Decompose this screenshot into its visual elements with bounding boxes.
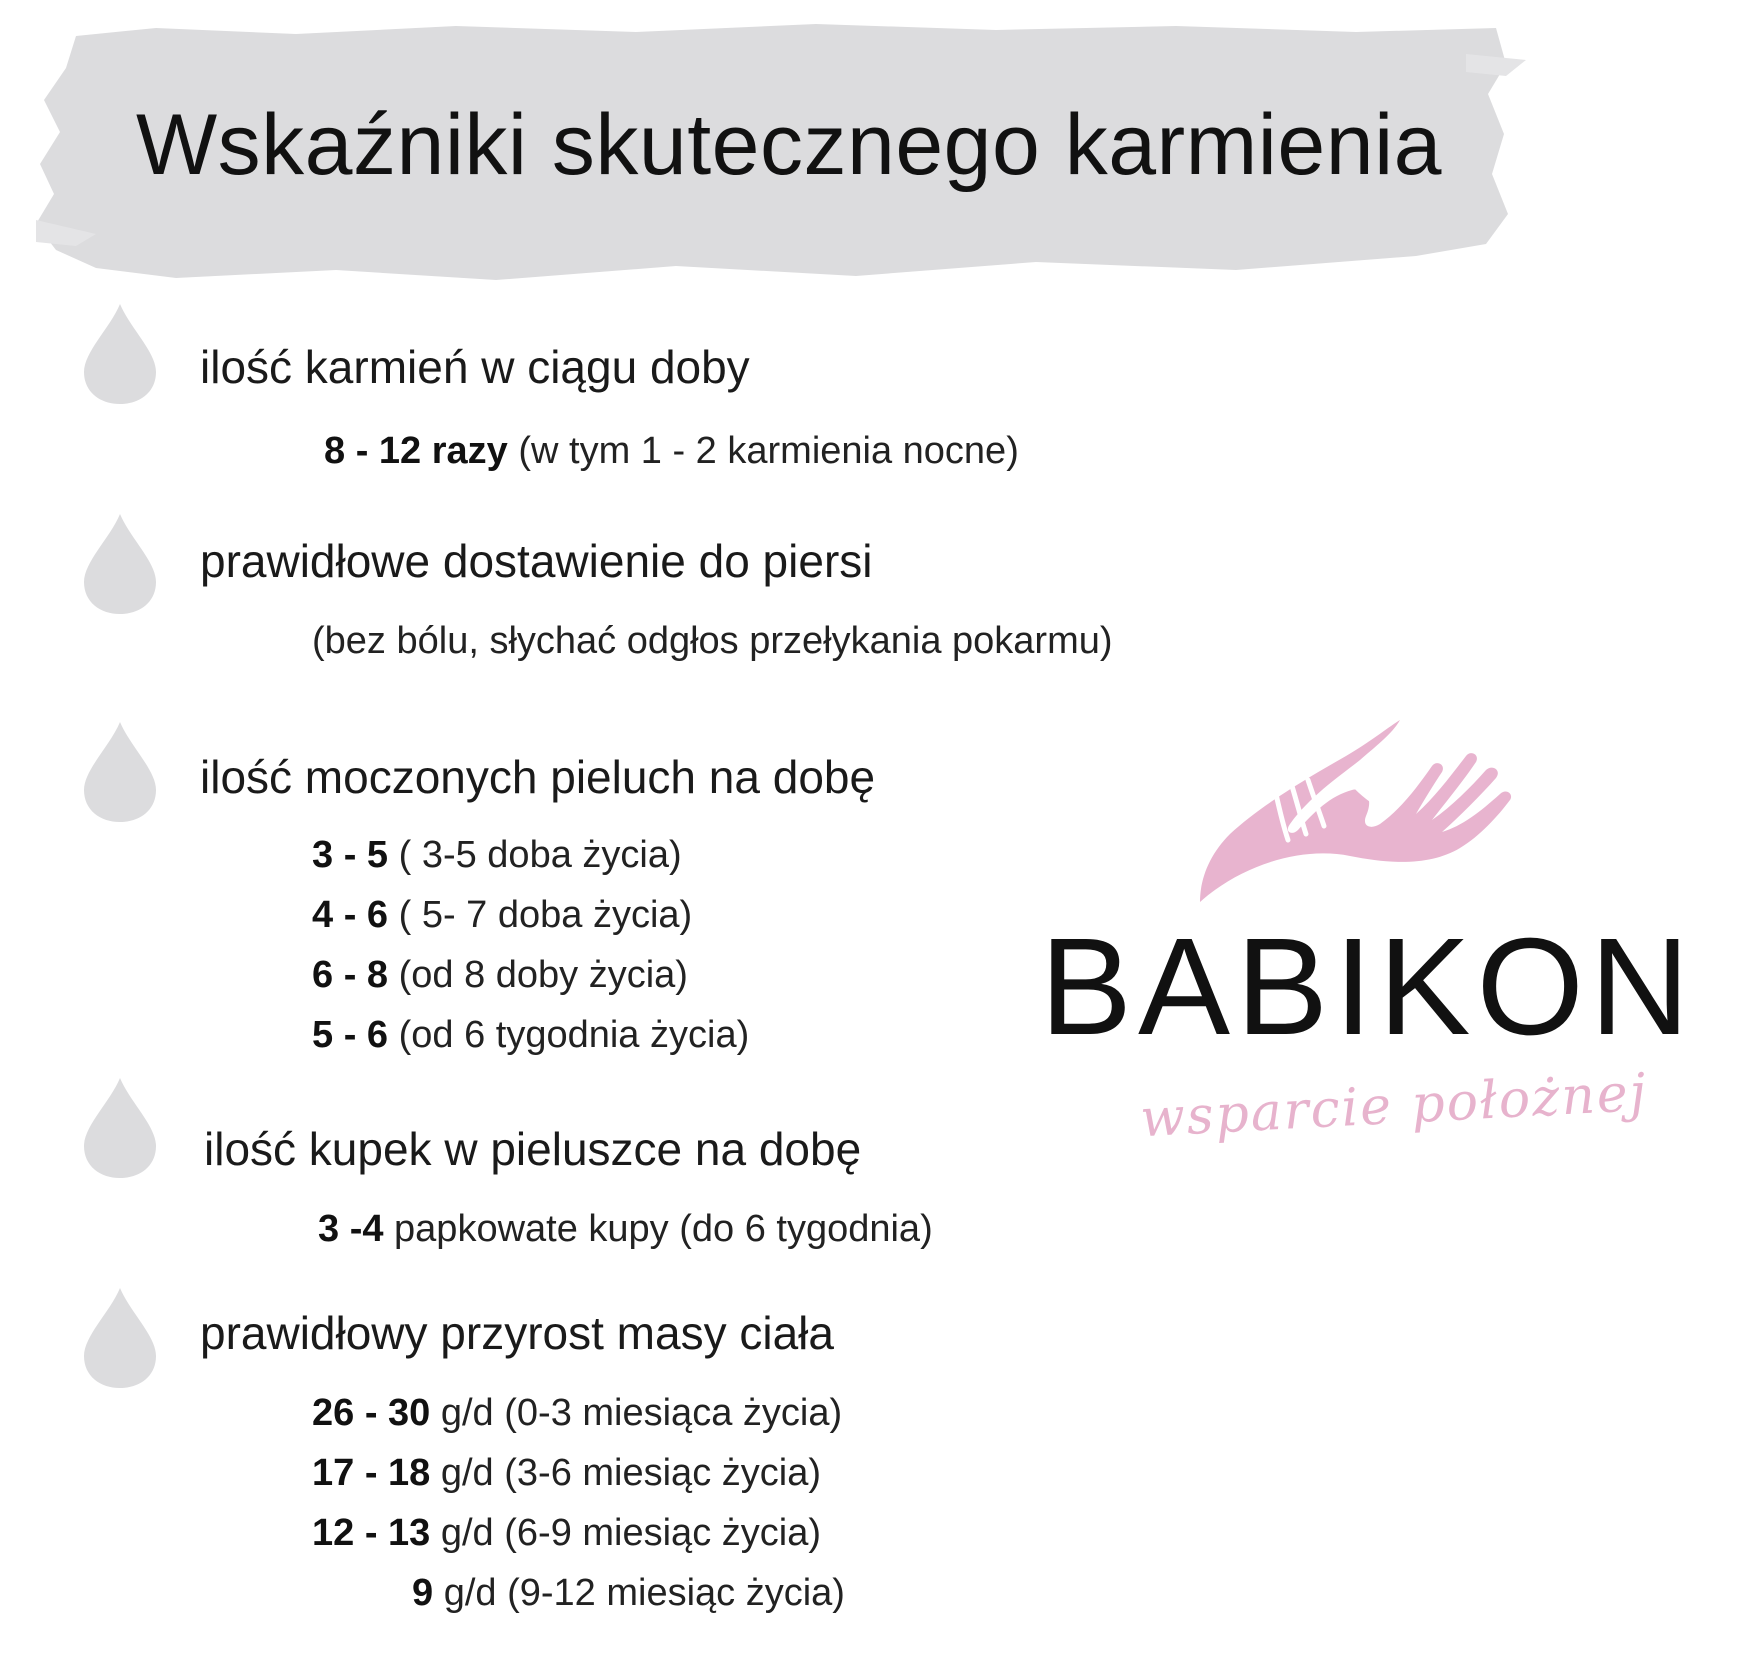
- section-heading-wet-diapers: ilość moczonych pieluch na dobę: [200, 751, 876, 803]
- section-heading-latch: prawidłowe dostawienie do piersi: [200, 535, 873, 587]
- hands-logo-icon: [1180, 716, 1520, 906]
- latch-line: (bez bólu, słychać odgłos przełykania pokarmu): [312, 620, 1113, 662]
- section-heading-feedings: ilość karmień w ciągu doby: [200, 341, 750, 393]
- page-title: Wskaźniki skutecznego karmienia: [136, 97, 1443, 193]
- weight-gain-line: 26 - 30 g/d (0-3 miesiąca życia): [312, 1392, 843, 1434]
- wet-diapers-line: 3 - 5 ( 3-5 doba życia): [312, 834, 682, 876]
- wet-diapers-line: 5 - 6 (od 6 tygodnia życia): [312, 1014, 750, 1056]
- drop-icon: [84, 1288, 156, 1388]
- weight-gain-line: 9 g/d (9-12 miesiąc życia): [412, 1572, 845, 1614]
- wet-diapers-line: 6 - 8 (od 8 doby życia): [312, 954, 688, 996]
- wet-diapers-line: 4 - 6 ( 5- 7 doba życia): [312, 894, 693, 936]
- weight-gain-line: 17 - 18 g/d (3-6 miesiąc życia): [312, 1452, 821, 1494]
- brand-logo-text: BABIKON: [1040, 910, 1696, 1064]
- stools-line: 3 -4 papkowate kupy (do 6 tygodnia): [318, 1208, 933, 1250]
- section-heading-stools: ilość kupek w pieluszce na dobę: [204, 1123, 862, 1175]
- drop-icon: [84, 1078, 156, 1178]
- section-heading-weight-gain: prawidłowy przyrost masy ciała: [200, 1307, 834, 1359]
- drop-icon: [84, 722, 156, 822]
- brand-tagline: wsparcie położnej: [1138, 1062, 1650, 1150]
- drop-icon: [84, 514, 156, 614]
- weight-gain-line: 12 - 13 g/d (6-9 miesiąc życia): [312, 1512, 821, 1554]
- feedings-line: 8 - 12 razy (w tym 1 - 2 karmienia nocne): [324, 430, 1019, 472]
- drop-icon: [84, 304, 156, 404]
